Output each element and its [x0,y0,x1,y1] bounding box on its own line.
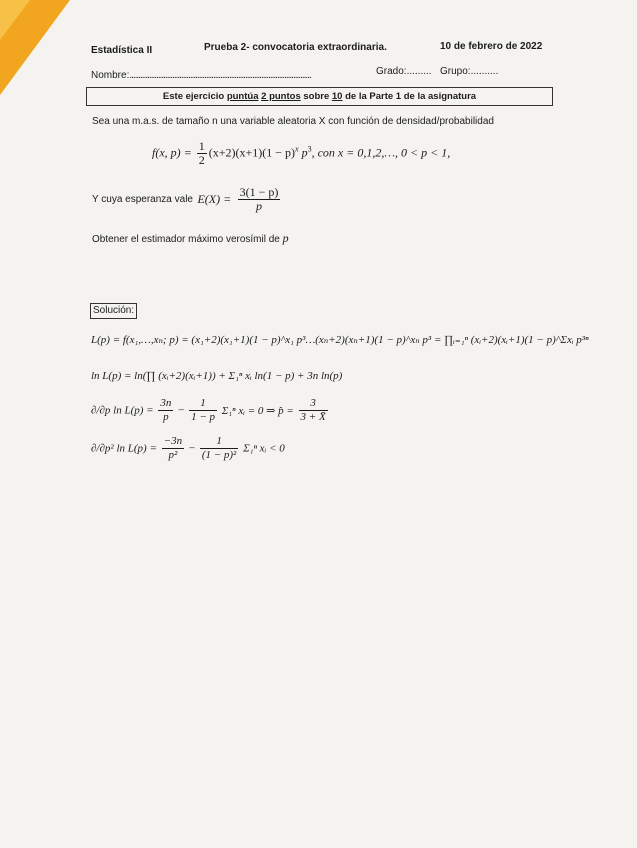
first-derivative-sum: Σ₁ⁿ xᵢ = 0 ⇒ p̂ = [221,405,294,417]
first-derivative-lhs: ∂/∂p ln L(p) = [91,404,154,417]
density-half-fraction [197,140,207,167]
density-lhs: f(x, p) = [152,145,192,160]
expectation-num: 3(1 − p) [239,185,279,199]
banner-suffix: de la Parte 1 de la asignatura [342,91,477,102]
expectation-den: p [256,199,263,213]
estimator-fraction [299,397,328,424]
expectation-row [92,186,282,213]
task-text: Obtener el estimador máximo verosímil de [92,234,280,245]
first-derivative-minus: − [178,404,185,417]
expectation-fraction [238,186,281,213]
frac2-a-num: −3n [163,435,183,447]
frac2-b-num: 1 [200,435,239,449]
second-derivative-line [91,435,285,462]
frac-a-den: p [163,411,169,423]
first-derivative-line [91,397,330,424]
banner-puntua: puntúa [226,91,259,102]
name-blank: ...................................................................................................... [129,70,311,81]
frac2-a-den: p² [168,449,178,461]
expectation-lhs: E(X) = [197,192,232,206]
frac-b-num: 1 [189,397,217,411]
second-derivative-sum: Σ₁ⁿ xᵢ < 0 [243,442,285,455]
corner-tab-highlight [0,0,30,40]
grado-field: Grado:......... [376,66,432,77]
density-half-num: 1 [198,139,205,153]
problem-intro: Sea una m.a.s. de tamaño n una variable aleatoria X con función de densidad/probabilidad [92,116,494,127]
second-derivative-frac-b [200,435,239,462]
banner-sobre: sobre [300,91,332,102]
log-likelihood-line: ln L(p) = ln(∏ (xᵢ+2)(xᵢ+1)) + Σ₁ⁿ xᵢ ln(1 − p) + 3n ln(p) [91,370,343,382]
second-derivative-frac-a [162,435,184,462]
density-rhs: (x+2)(x+1)(1 − p) [208,145,296,160]
second-derivative-lhs: ∂/∂p² ln L(p) = [91,442,157,455]
frac2-b-den: (1 − p)² [201,449,237,461]
banner-points: 2 puntos [261,91,301,102]
density-half-den: 2 [198,153,205,167]
banner-total: 10 [331,91,343,102]
task-statement [92,231,289,246]
name-field [91,70,311,81]
density-condition: , con x = 0,1,2,…, 0 < p < 1, [311,145,451,160]
first-derivative-frac-a [158,397,173,424]
expectation-label: Y cuya esperanza vale [92,194,193,205]
density-formula [152,140,450,167]
likelihood-line: L(p) = f(x₁,…,xₙ; p) = (x₁+2)(x₁+1)(1 − p)^x₁ p³…(xₙ+2)(xₙ+1)(1 − p)^xₙ p³ = ∏ᵢ₌₁ⁿ (xᵢ+2)(xᵢ+1)(1 − p)^Σxᵢ p³ⁿ [91,334,589,346]
density-p: p [298,145,308,160]
estimator-num: 3 [299,397,328,411]
density-exp-x: x [295,144,299,154]
points-banner [86,87,553,106]
solution-label: Solución: [90,303,137,319]
exam-title: Prueba 2- convocatoria extraordinaria. [204,42,387,53]
frac-a-num: 3n [160,397,172,409]
first-derivative-frac-b [189,397,217,424]
course-title: Estadística II [91,45,153,56]
density-exp-3: 3 [307,144,312,154]
name-label: Nombre: [91,70,130,81]
grupo-field: Grupo:.......... [440,66,499,77]
task-variable: p [282,231,289,245]
banner-prefix: Este ejercicio [162,91,227,102]
exam-date: 10 de febrero de 2022 [440,41,543,52]
frac-b-den: 1 − p [191,411,216,423]
estimator-den: 3 + X̄ [300,411,326,423]
second-derivative-minus: − [188,442,196,455]
